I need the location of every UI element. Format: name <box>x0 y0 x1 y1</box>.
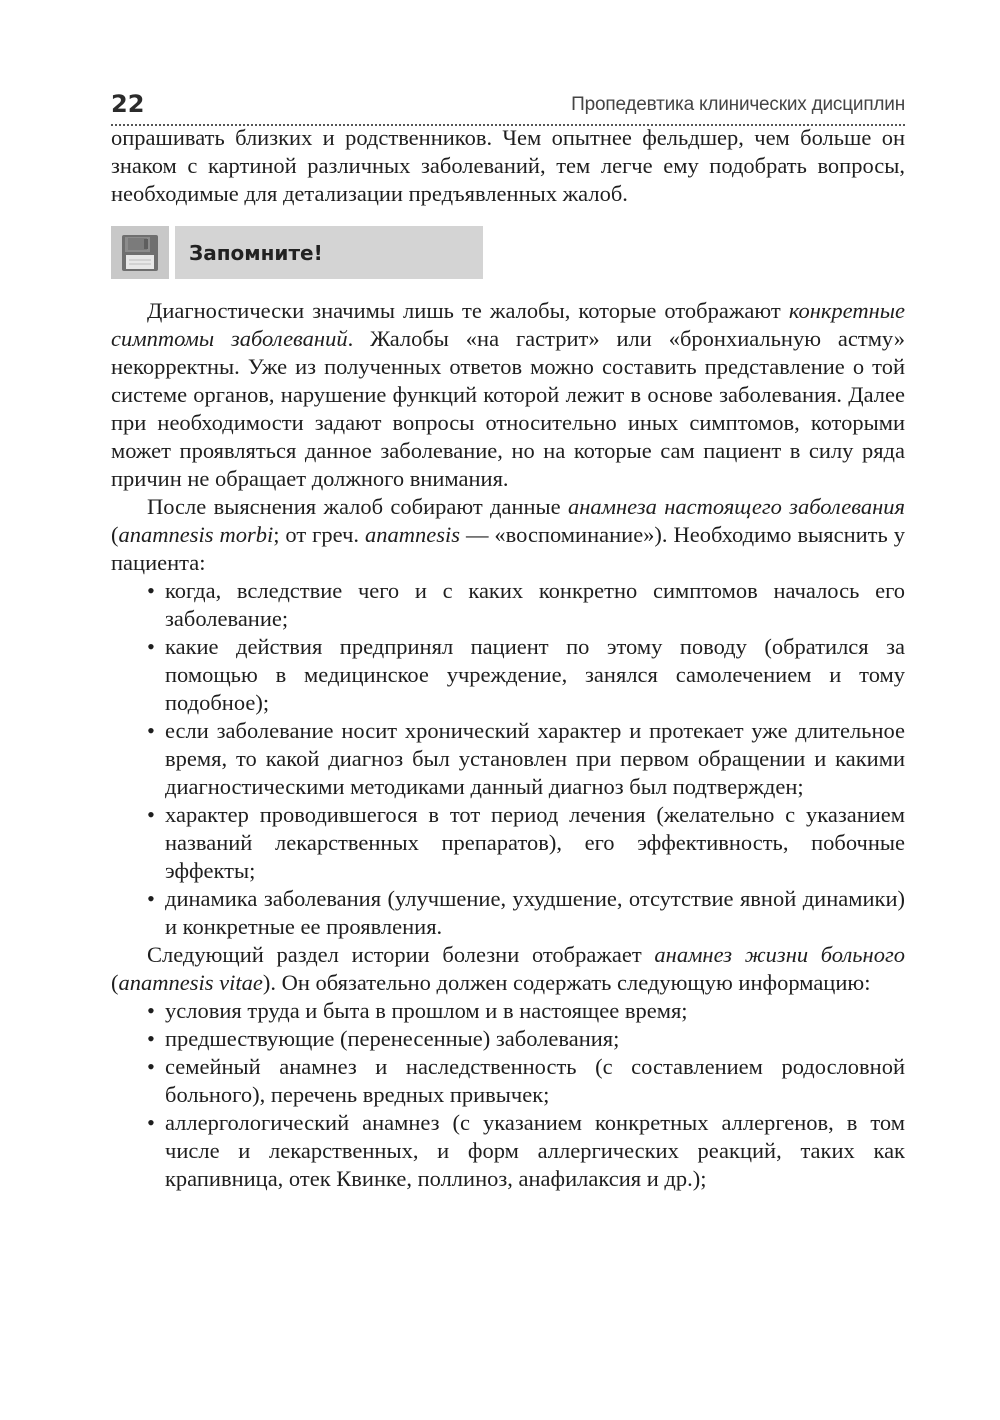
text-run: . Жалобы «на гастрит» или «бронхиальную астму» некорректны. Уже из полученных ответов можно составить представление о той системе органов, нарушение функций которой лежит в основе заболевания. Далее при необходимости задают вопросы относительно иных симптомов, которыми может проявляться данное заболевание, но на которые сам пациент в силу ряда причин не обращает должного внимания. <box>111 326 905 491</box>
text-run: ). Он обязательно должен содержать следующую информацию: <box>262 970 871 995</box>
text-run: ; от греч. <box>273 522 365 547</box>
intro-paragraph: опрашивать близких и родственников. Чем опытнее фельдшер, чем больше он знаком с картиной различных заболеваний, тем легче ему подобрать вопросы, необходимые для детализации предъявленных жалоб. <box>111 125 905 206</box>
list-item-text: какие действия предпринял пациент по этому поводу (обратился за помощью в медицинское учреждение, занялся самолечением и тому подобное); <box>165 634 905 715</box>
anamnesis-morbi-list <box>111 577 905 941</box>
bullet-icon: • <box>147 578 155 603</box>
list-item <box>147 633 905 717</box>
page-number: 22 <box>111 90 145 118</box>
list-item-text: аллергологический анамнез (с указанием конкретных аллергенов, в том числе и лекарственных, и форм аллергических реакций, таких как крапивница, отек Квинке, поллиноз, анафилаксия и др.); <box>165 1110 905 1191</box>
italic-run: anamnesis <box>365 522 460 547</box>
paragraph-complaints <box>111 297 905 493</box>
paragraph-anamnesis-morbi <box>111 493 905 577</box>
bullet-icon: • <box>147 1026 155 1051</box>
bullet-icon: • <box>147 718 155 743</box>
running-title: Пропедевтика клинических дисциплин <box>571 94 905 115</box>
floppy-disk-icon <box>111 226 169 279</box>
text-run: — «воспоминание»). Необходимо выяснить у пациента: <box>111 522 905 575</box>
text-run: Следующий раздел истории болезни отображает <box>147 942 655 967</box>
text-run: Диагностически значимы лишь те жалобы, которые отображают <box>147 298 789 323</box>
bullet-icon: • <box>147 1110 155 1135</box>
list-item-text: когда, вследствие чего и с каких конкретно симптомов началось его заболевание; <box>165 578 905 631</box>
anamnesis-vitae-list <box>111 997 905 1193</box>
bullet-icon: • <box>147 886 155 911</box>
italic-run: anamnesis morbi <box>118 522 274 547</box>
italic-run: анамнез жизни больного <box>654 942 905 967</box>
italic-run: анамнеза настоящего заболевания <box>568 494 905 519</box>
callout-label: Запомните! <box>189 240 323 265</box>
bullet-icon: • <box>147 634 155 659</box>
bullet-icon: • <box>147 998 155 1023</box>
list-item-text: условия труда и быта в прошлом и в настоящее время; <box>165 998 688 1023</box>
list-item-text: динамика заболевания (улучшение, ухудшение, отсутствие явной динамики) и конкретные ее проявления. <box>165 886 905 939</box>
list-item-text: семейный анамнез и наследственность (с составлением родословной больного), перечень вредных привычек; <box>165 1054 905 1107</box>
list-item <box>147 577 905 633</box>
book-page <box>111 88 905 1193</box>
bullet-icon: • <box>147 1054 155 1079</box>
paragraph-anamnesis-vitae <box>111 941 905 997</box>
body-text <box>111 124 905 1193</box>
list-item <box>147 1109 905 1193</box>
italic-run: anamnesis vitae <box>118 970 263 995</box>
text-run: ( <box>111 522 119 547</box>
header-divider <box>111 124 905 126</box>
text-run: После выяснения жалоб собирают данные <box>147 494 568 519</box>
list-item <box>147 1025 905 1053</box>
list-item <box>147 885 905 941</box>
bullet-icon: • <box>147 802 155 827</box>
text-run: ( <box>111 970 119 995</box>
list-item <box>147 717 905 801</box>
list-item-text: предшествующие (перенесенные) заболевания; <box>165 1026 620 1051</box>
list-item-text: если заболевание носит хронический характер и протекает уже длительное время, то какой диагноз был установлен при первом обращении и какими диагностическими методиками данный диагноз был подтвержден; <box>165 718 905 799</box>
list-item <box>147 997 905 1025</box>
running-header <box>111 88 905 124</box>
callout-label-box <box>175 226 483 279</box>
list-item <box>147 801 905 885</box>
list-item <box>147 1053 905 1109</box>
list-item-text: характер проводившегося в тот период лечения (желательно с указанием названий лекарственных препаратов), его эффективность, побочные эффекты; <box>165 802 905 883</box>
italic-run: конкретные симптомы заболеваний <box>111 298 905 351</box>
remember-callout <box>111 226 483 279</box>
